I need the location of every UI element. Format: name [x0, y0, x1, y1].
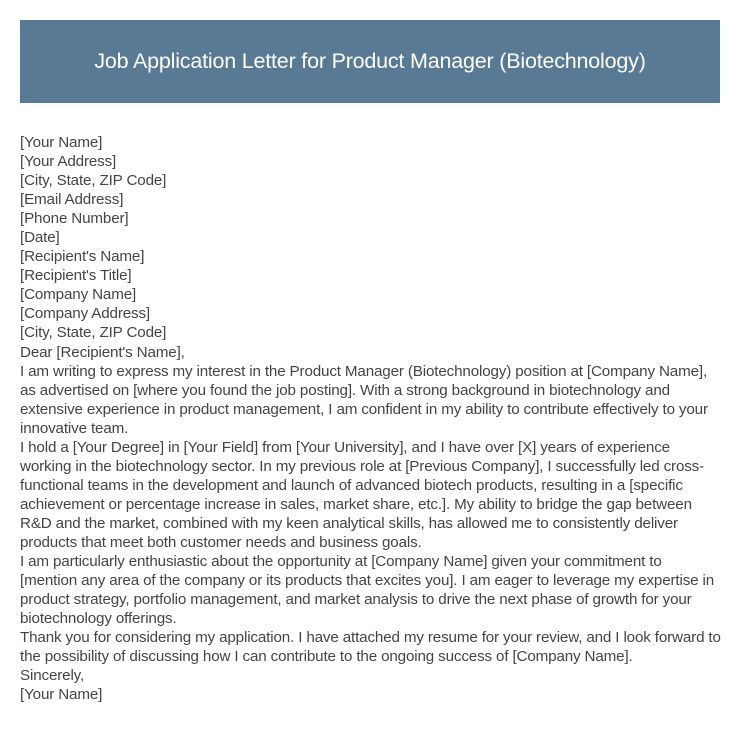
letter-body [20, 133, 722, 704]
letter-date: [Date] [20, 229, 60, 247]
recipient-company-address: [Company Address] [20, 305, 150, 323]
sender-block [20, 133, 722, 247]
sender-address: [Your Address] [20, 153, 117, 171]
page-title: Job Application Letter for Product Manager (Biotechnology) [94, 49, 646, 73]
paragraph-enthusiasm: I am particularly enthusiastic about the opportunity at [Company Name] given your commitment to [mention any area of the company or its products that excites you]. I am eager to leverage my expertise in product strategy, portfolio management, and market analysis to drive the next phase of growth for your biotechnology offerings. [20, 553, 715, 628]
sender-name: [Your Name] [20, 134, 103, 151]
paragraph-introduction: I am writing to express my interest in the Product Manager (Biotechnology) position at [Company Name], as advertised on [where you found the job posting]. With a strong background in biotechnology and extensive experience in product management, I am confident in my ability to contribute effectively to your innovative team. [20, 362, 708, 437]
recipient-title: [Recipient's Title] [20, 267, 132, 285]
signature: [Your Name] [20, 686, 103, 704]
sender-email: [Email Address] [20, 191, 124, 209]
recipient-city-state-zip: [City, State, ZIP Code] [20, 324, 167, 342]
paragraph-experience: I hold a [Your Degree] in [Your Field] from [Your University], and I have over [X] years of experience working in the biotechnology sector. In my previous role at [Previous Company], I successfully led cross-functional teams in the development and launch of advanced biotech products, resulting in a [specific achievement or percentage increase in sales, market share, etc.]. My ability to bridge the gap between R&D and the market, combined with my keen analytical skills, has allowed me to consistently deliver products that meet both customer needs and business goals. [20, 438, 705, 551]
paragraph-closing: Thank you for considering my application. I have attached my resume for your review, and I look forward to the possibility of discussing how I can contribute to the ongoing success of [Company Name]. [20, 629, 721, 666]
recipient-company: [Company Name] [20, 286, 137, 304]
closing: Sincerely, [20, 667, 85, 685]
sender-city-state-zip: [City, State, ZIP Code] [20, 172, 167, 190]
recipient-name: [Recipient's Name] [20, 248, 145, 266]
sender-phone: [Phone Number] [20, 210, 129, 228]
salutation: Dear [Recipient's Name], [20, 343, 185, 361]
recipient-block [20, 247, 722, 342]
page-header-banner [20, 20, 720, 103]
